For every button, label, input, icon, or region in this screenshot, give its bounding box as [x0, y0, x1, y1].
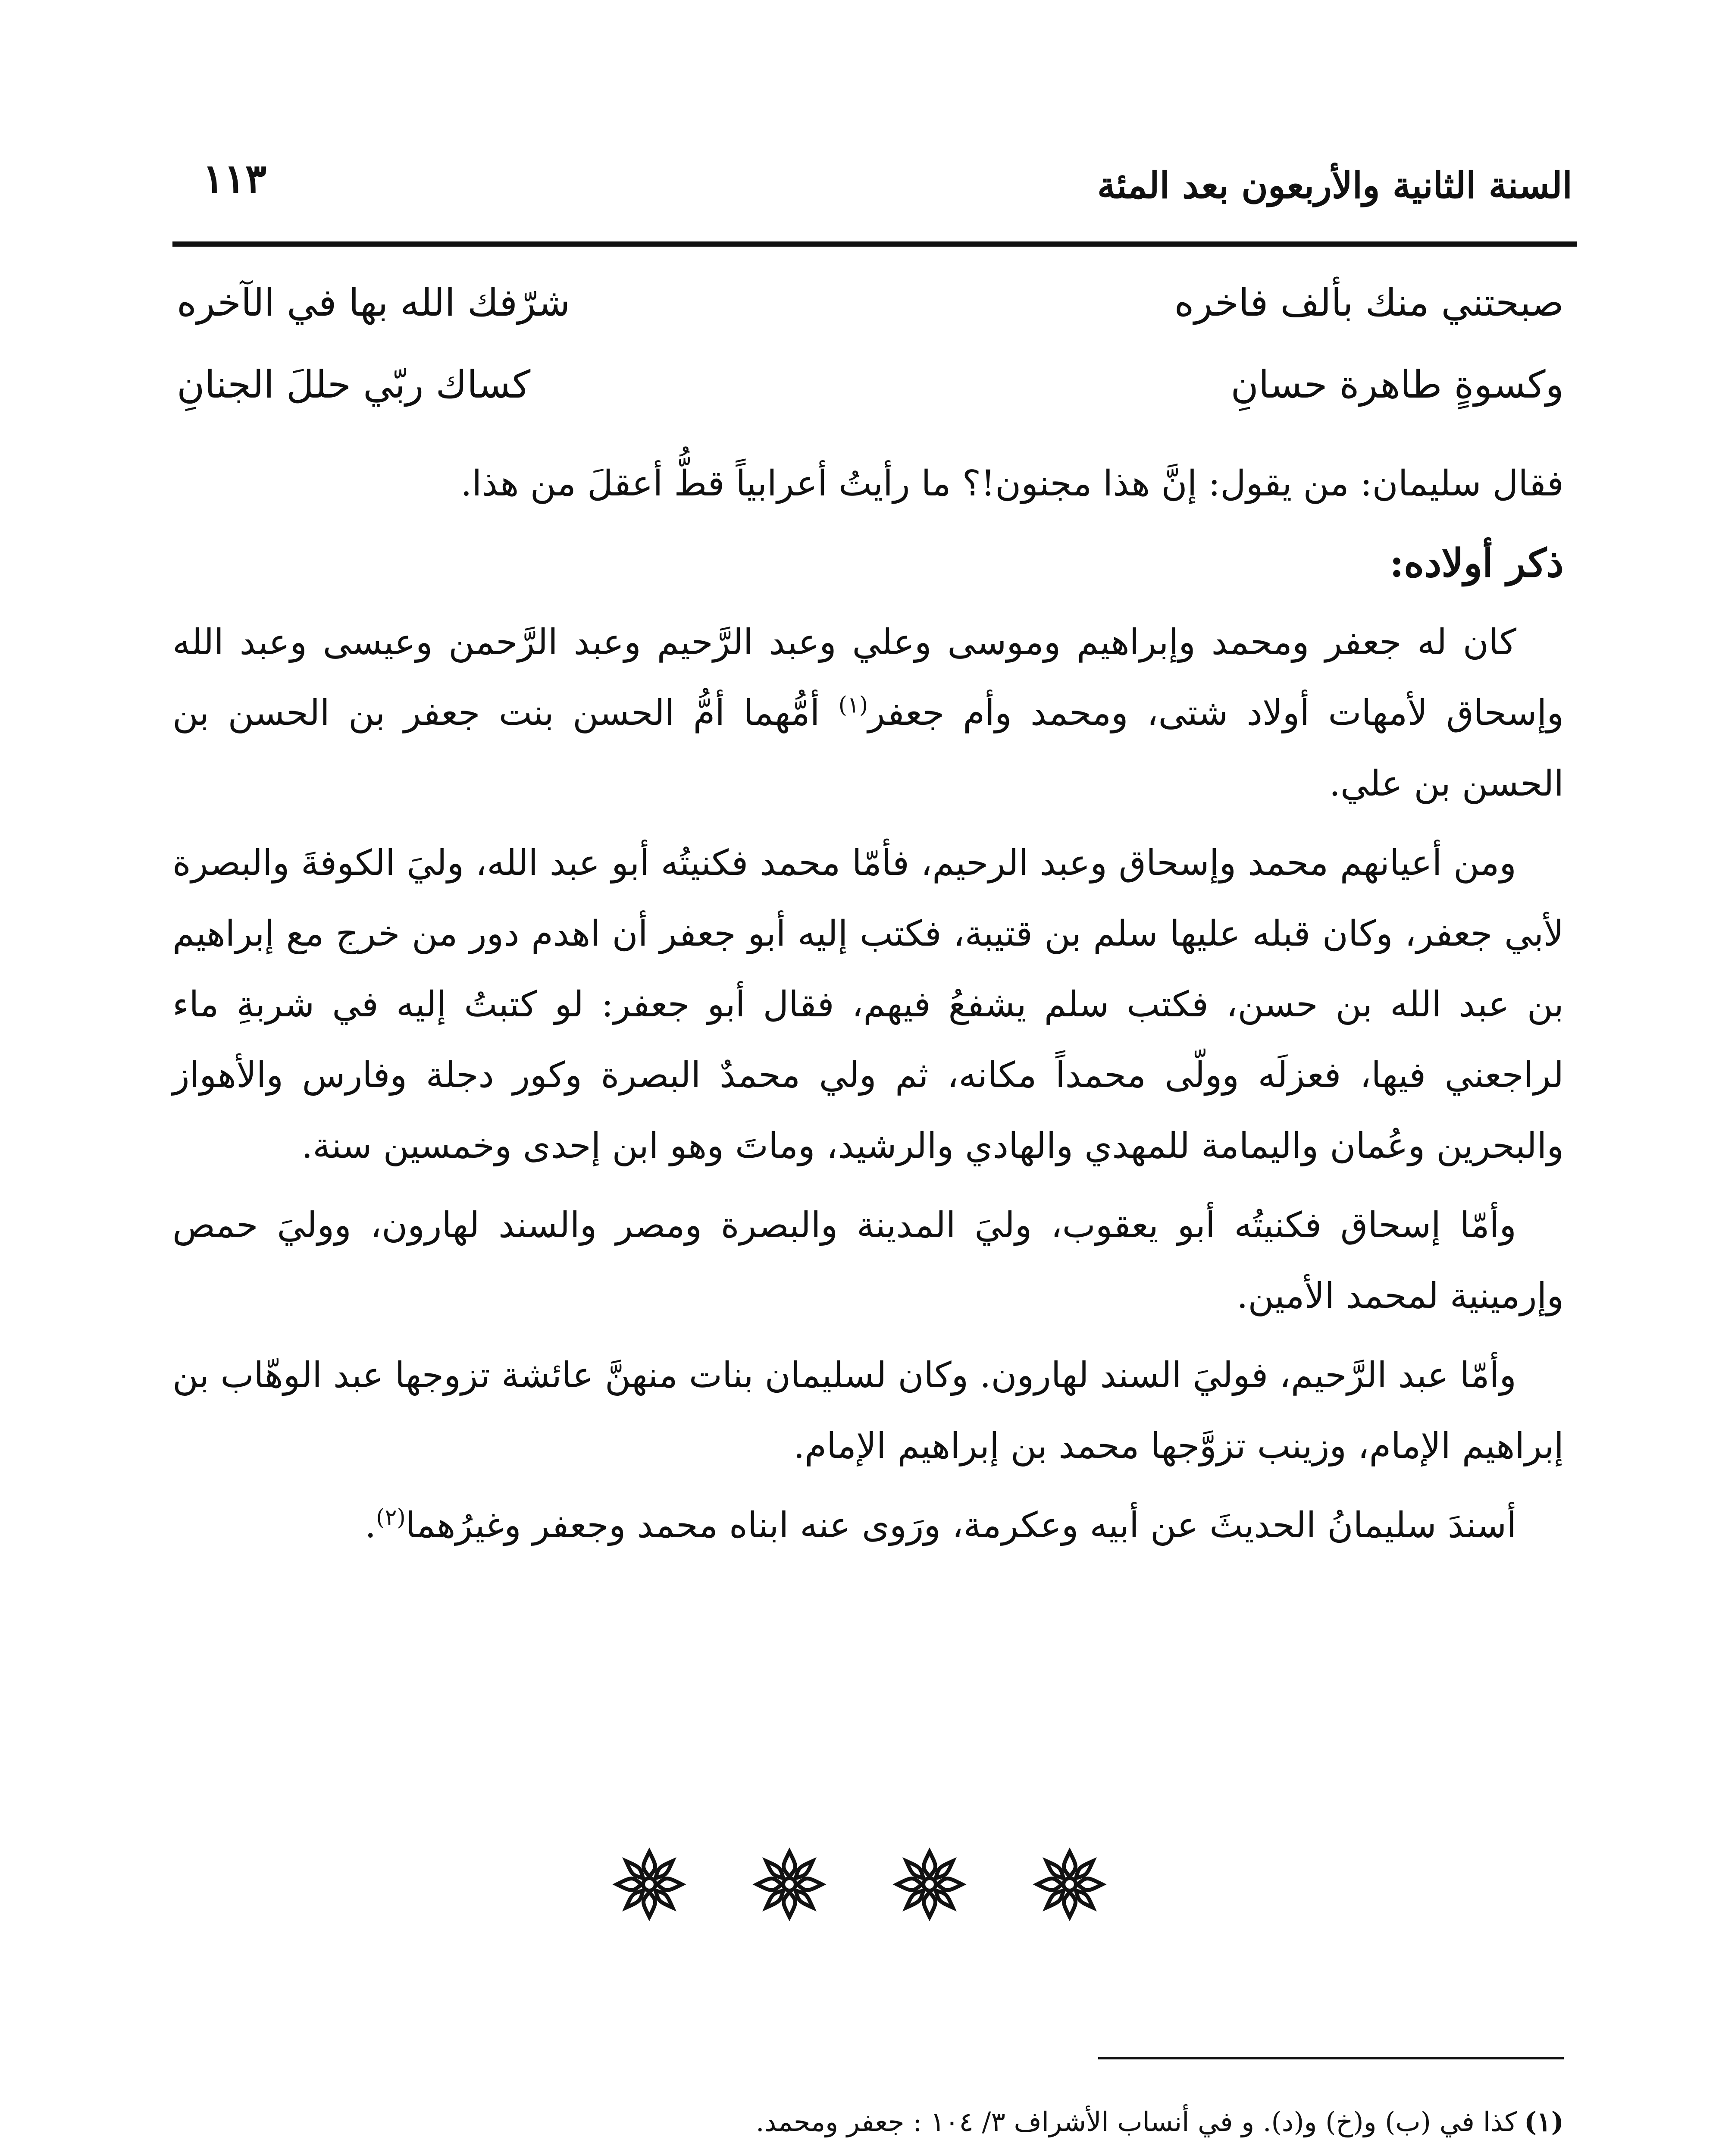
flower-ornament-icon: [891, 1846, 968, 1923]
poem-verse: [177, 362, 1564, 448]
paragraph-ishaq: وأمّا إسحاق فكنيتُه أبو يعقوب، وليَ المدينة والبصرة ومصر والسند لهارون، ووليَ حمص وإرمينية لمحمد الأمين.: [172, 1205, 1564, 1316]
flower-ornament-icon: [1031, 1846, 1108, 1923]
verse-first-hemistich: صبحتني منك بألف فاخره: [1174, 280, 1564, 325]
flower-ornament-icon: [751, 1846, 828, 1923]
verse-second-hemistich: شرّفك الله بها في الآخره: [177, 280, 570, 325]
paragraph-after-poem: فقال سليمان: من يقول: إنَّ هذا مجنون!؟ ما رأيتُ أعرابياً قطُّ أعقلَ من هذا.: [460, 463, 1564, 504]
flower-ornament-icon: [611, 1846, 688, 1923]
section-heading: ذكر أولاده:: [1389, 540, 1564, 586]
body-text: [172, 448, 1564, 1570]
running-title: السنة الثانية والأربعون بعد المئة: [1097, 164, 1572, 207]
paragraph-text: أسندَ سليمانُ الحديثَ عن أبيه وعكرمة، ورَوى عنه ابناه محمد وجعفر وغيرُهما: [405, 1505, 1516, 1546]
paragraph-hadith: [172, 1490, 1564, 1561]
paragraph-text: كان له جعفر ومحمد وإبراهيم وموسى وعلي وعبد الرَّحيم وعبد الرَّحمن وعيسى وعبد الله وإسحاق لأمهات أولاد شتى، ومحمد وأم جعفر: [172, 622, 1564, 733]
footnote-ref-1[interactable]: (١): [838, 692, 868, 718]
paragraph-children: [172, 607, 1564, 819]
header-rule: [172, 241, 1577, 247]
ornament-divider: [0, 1846, 1719, 1932]
poem-verse: [177, 280, 1564, 367]
verse-second-hemistich: كساك ربّي حللَ الجنانِ: [177, 362, 531, 407]
page-number: ١١٣: [203, 155, 267, 202]
paragraph-text: .: [365, 1505, 376, 1546]
footnote-number: (١): [1524, 2106, 1564, 2137]
paragraph-text: أمُّهما أمُّ الحسن بنت جعفر بن الحسن بن الحسن بن علي.: [172, 693, 1564, 804]
poem: [177, 267, 1564, 461]
paragraph-abd-al-rahim: وأمّا عبد الرَّحيم، فوليَ السند لهارون. وكان لسليمان بنات منهنَّ عائشة تزوجها عبد الوهّاب بن إبراهيم الإمام، وزينب تزوَّجها محمد بن إبراهيم الإمام.: [172, 1355, 1564, 1467]
footnote-text: كذا في (ب) و(خ) و(د). و في أنساب الأشراف ٣/ ١٠٤ : جعفر ومحمد.: [755, 2106, 1517, 2137]
paragraph-muhammad: ومن أعيانهم محمد وإسحاق وعبد الرحيم، فأمّا محمد فكنيتُه أبو عبد الله، وليَ الكوفةَ والبصرة لأبي جعفر، وكان قبله عليها سلم بن قتيبة، فكتب إليه أبو جعفر أن اهدم دور من خرج مع إبراهيم بن عبد الله بن حسن، فكتب سلم يشفعُ فيهم، فقال أبو جعفر: لو كتبتُ إليه في شربةِ ماء لراجعني فيها، فعزلَه وولّى محمداً مكانه، ثم ولي محمدٌ البصرة وكور دجلة وفارس والأهواز والبحرين وعُمان واليمامة للمهدي والهادي والرشيد، وماتَ وهو ابن إحدى وخمسين سنة.: [172, 843, 1564, 1166]
footnote-ref-2[interactable]: (٢): [376, 1504, 406, 1531]
footnote-1: [172, 2096, 1564, 2148]
footnote-2: [172, 2153, 1564, 2156]
footnote-rule: [1098, 2057, 1564, 2059]
footnotes: [172, 2096, 1564, 2156]
verse-first-hemistich: وكسوةٍ طاهرة حسانِ: [1231, 362, 1564, 407]
